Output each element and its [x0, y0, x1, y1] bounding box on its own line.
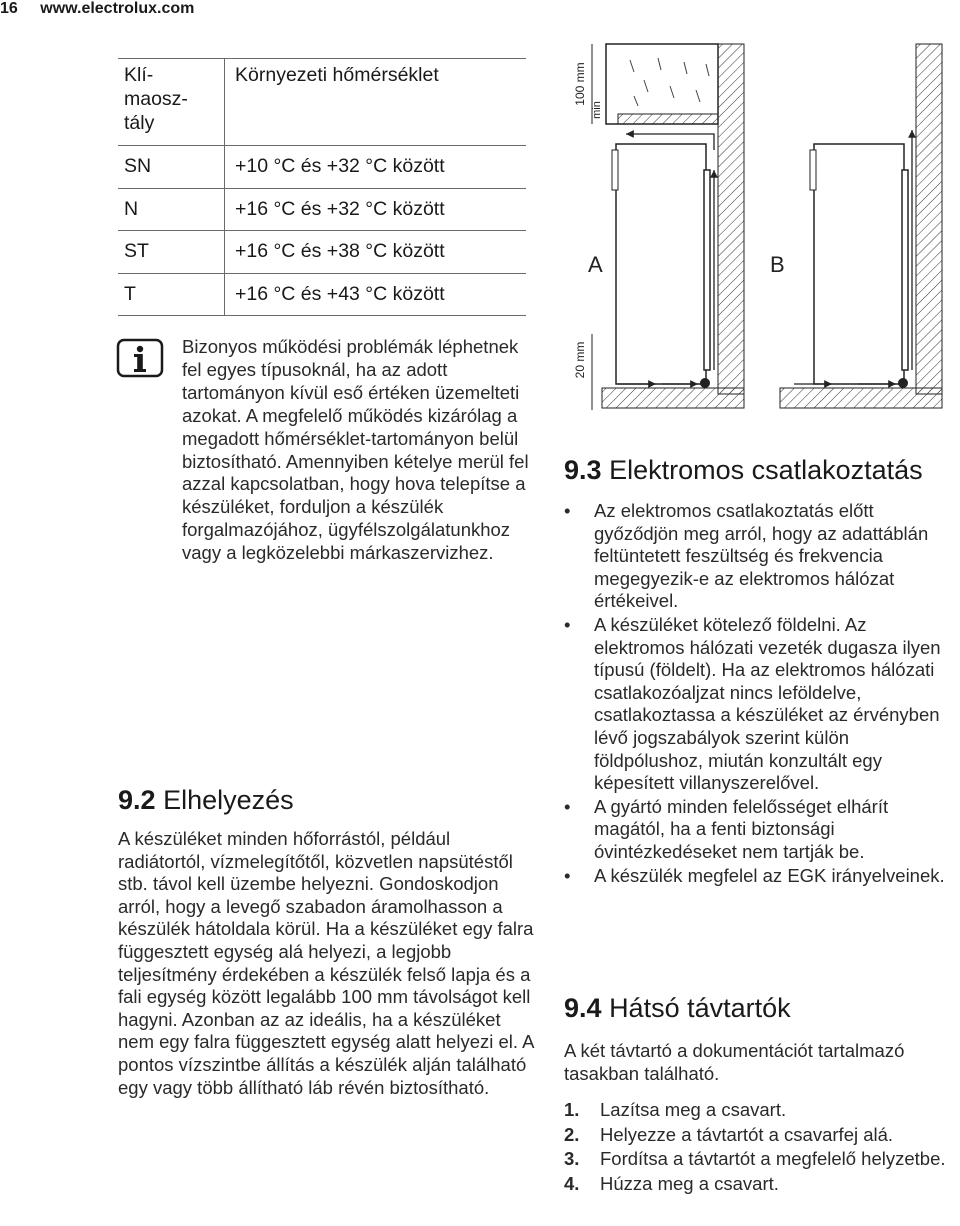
rear-wall [916, 44, 942, 394]
table-header-row [118, 59, 526, 146]
step-text: Húzza meg a csavart. [600, 1172, 779, 1194]
appliance-foot [898, 378, 908, 388]
page-number: 16 [0, 0, 18, 17]
spacers-intro: A két távtartó a dokumentációt tartalmazó tasakban található. [564, 1040, 905, 1084]
section-number: 9.2 [118, 785, 156, 815]
floor [602, 388, 744, 408]
section-title: Elhelyezés [163, 785, 294, 815]
appliance-body [616, 144, 706, 384]
section-heading-placement [118, 784, 294, 816]
diagram-a [573, 44, 744, 410]
list-item: • A készülék megfelel az EGK irányelveinek. [564, 865, 954, 888]
section-title: Hátsó távtartók [609, 993, 791, 1023]
list-item: • A készüléket kötelező földelni. Az elektromos hálózati vezeték dugasza ilyen típusú (földelt). Ha az elektromos hálózati csatlakozóaljzat nincs leföldelve, csatlakoztassa a készüléket az érvényben lévő jogszabályok szerint külön földpólushoz, miután konzultált egy képesített villanyszerelővel. [564, 614, 954, 795]
condenser [902, 170, 908, 370]
list-item [564, 1098, 954, 1122]
step-number: 3. [564, 1148, 580, 1169]
temperature-range-cell: +16 °C és +32 °C között [235, 197, 445, 220]
table-row [118, 273, 526, 316]
appliance-hinge [612, 150, 618, 190]
label-b: B [770, 252, 785, 277]
info-icon [116, 338, 164, 378]
table-row [118, 188, 526, 231]
cabinet-shelf [618, 114, 718, 124]
list-item [564, 1123, 954, 1147]
site-url: www.electrolux.com [40, 0, 195, 17]
step-text: Helyezze a távtartót a csavarfej alá. [600, 1123, 894, 1145]
top-gap-sub-label: min [591, 101, 603, 119]
step-text: Lazítsa meg a csavart. [600, 1099, 787, 1120]
appliance-hinge [810, 150, 816, 190]
floor [780, 388, 942, 408]
wall-cabinet [606, 44, 718, 124]
climate-class-cell: N [118, 188, 225, 231]
list-item [564, 1147, 954, 1171]
step-number: 4. [564, 1172, 580, 1194]
climate-class-table [118, 58, 526, 316]
info-note-text: Bizonyos működési problémák léphetnek fel egyes típusoknál, ha az adott tartományon kívül eső értéken üzemelteti azokat. A megfelelő működés kizárólag a megadott hőmérséklet-tartományon belül biztosítható. Amennyiben kételye merül fel azzal kapcsolatban, hogy hova telepítse a készüléket, forduljon a készülék forgalmazójához, ügyfélszolgálatunkhoz vagy a legközelebbi márkaszervizhez. [182, 336, 529, 564]
temperature-range-cell: +16 °C és +38 °C között [235, 240, 445, 263]
section-heading-electrical [564, 454, 923, 486]
table-row [118, 146, 526, 189]
top-gap-label: 100 mm [573, 62, 587, 106]
column-header-class: Klí- maosz- tály [118, 59, 225, 146]
climate-class-cell: SN [118, 146, 225, 189]
condenser [704, 170, 710, 370]
climate-class-cell: T [118, 273, 225, 316]
section-number: 9.4 [564, 993, 602, 1023]
step-text: Fordítsa a távtartót a megfelelő helyzetbe. [600, 1148, 946, 1169]
step-number: 1. [564, 1099, 580, 1120]
installation-diagram [558, 40, 953, 420]
list-item: • A gyártó minden felelősséget elhárít magától, ha a fenti biztonsági óvintézkedéseket nem tartják be. [564, 796, 954, 864]
appliance-foot [700, 378, 710, 388]
diagram-b [770, 44, 942, 408]
column-header-temperature: Környezeti hőmérséklet [235, 64, 439, 86]
electrical-bullet-list [564, 500, 954, 888]
appliance-body [814, 144, 904, 384]
climate-class-cell: ST [118, 231, 225, 274]
placement-paragraph: A készüléket minden hőforrástól, például radiátortól, vízmelegítőtől, közvetlen napsütéstől stb. távol kell üzembe helyezni. Gondoskodjon arról, hogy a levegő szabadon áramolhasson a készülék hátoldala körül. Ha a készüléket egy falra függesztett egység alá helyezi, a legjobb teljesítmény érdekében a készülék felső lapja és a fali egység között legalább 100 mm távolságot kell hagyni. Azonban az az ideális, ha a készüléket nem egy falra függesztett egység alatt helyezi el. A pontos vízszintbe állítás a készülék alján található egy vagy több állítható láb révén biztosítható. [118, 828, 534, 1098]
table-row [118, 231, 526, 274]
section-title: Elektromos csatlakoztatás [609, 455, 923, 485]
temperature-range-cell: +10 °C és +32 °C között [235, 155, 445, 178]
list-item [564, 1172, 954, 1196]
page-header [0, 0, 212, 18]
temperature-range-cell: +16 °C és +43 °C között [235, 282, 445, 305]
section-heading-spacers [564, 992, 791, 1024]
rear-wall [718, 44, 744, 394]
step-number: 2. [564, 1123, 580, 1145]
section-number: 9.3 [564, 455, 602, 485]
spacer-steps-list [564, 1098, 954, 1196]
label-a: A [588, 252, 603, 277]
list-item: • Az elektromos csatlakoztatás előtt győződjön meg arról, hogy az adattáblán feltüntetett feszültség és frekvencia megegyezik-e az elektromos hálózat értékeivel. [564, 500, 954, 613]
rear-gap-label: 20 mm [573, 341, 587, 379]
